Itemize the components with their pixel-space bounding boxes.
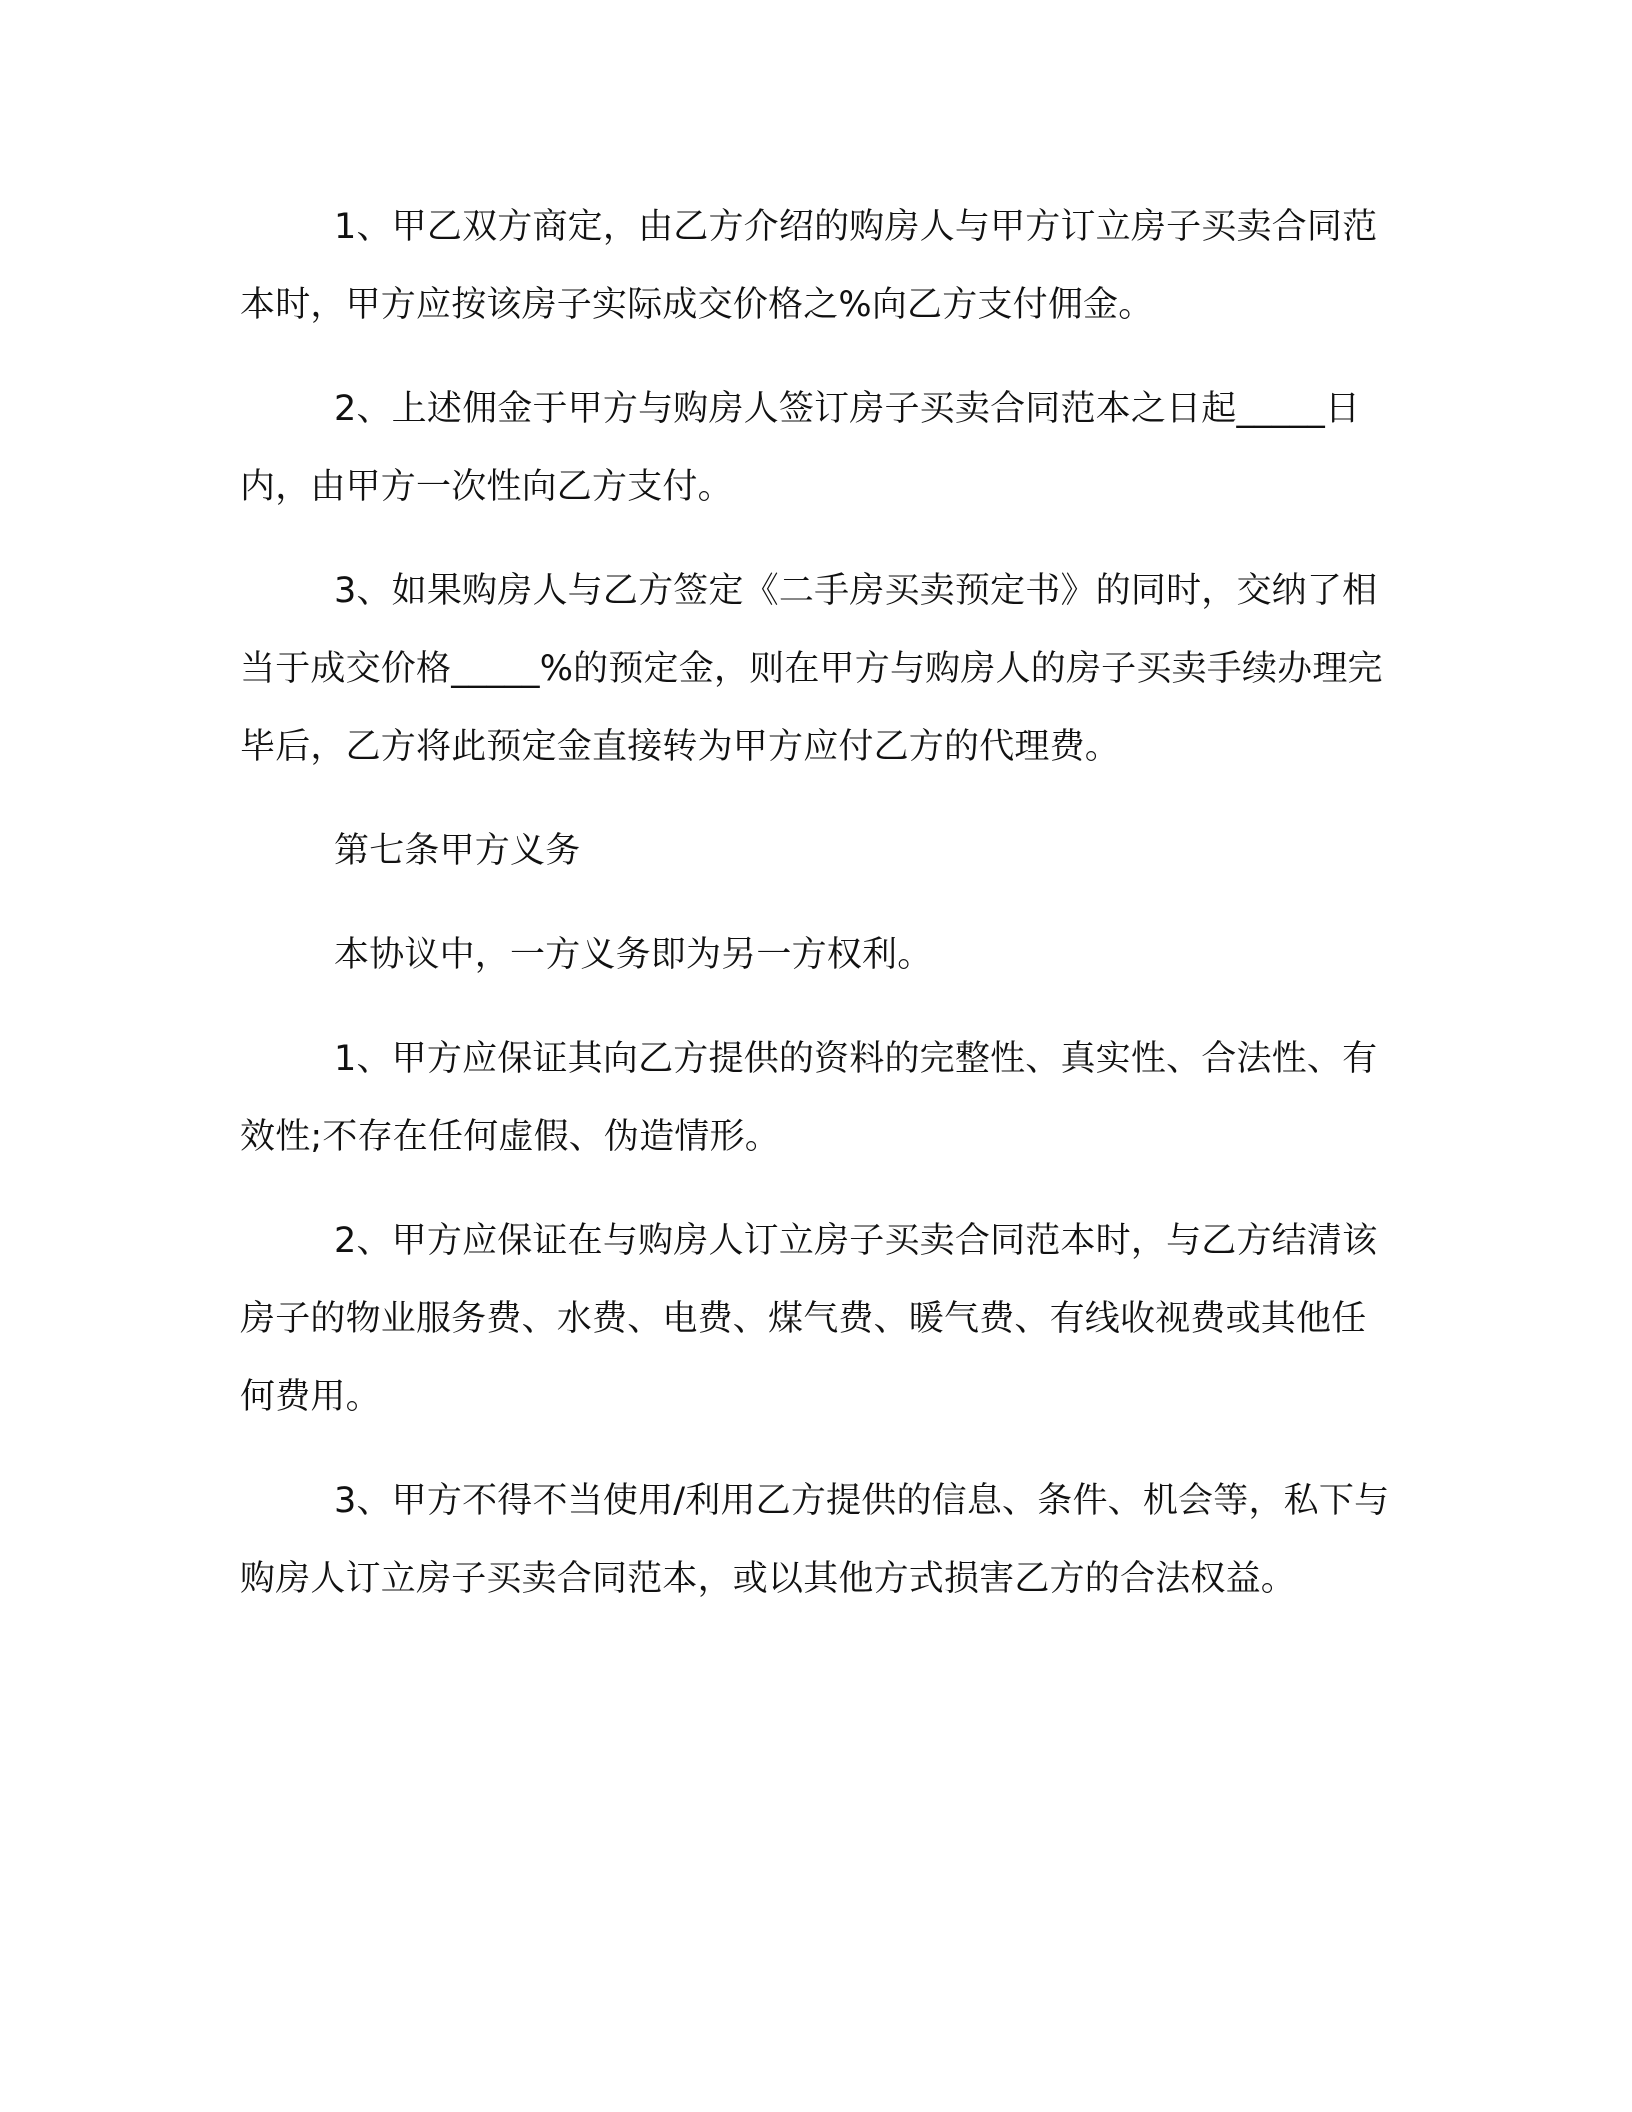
clause-1-commission: 1、甲乙双方商定，由乙方介绍的购房人与甲方订立房子买卖合同范本时，甲方应按该房子实际成交价格之%向乙方支付佣金。 [240,207,1378,325]
clause-3-deposit-conversion: 3、如果购房人与乙方签定《二手房买卖预定书》的同时，交纳了相当于成交价格_____%的预定金，则在甲方与购房人的房子买卖手续办理完毕后，乙方将此预定金直接转为甲方应付乙方的代理费。 [240,571,1383,767]
obligation-1-information: 1、甲方应保证其向乙方提供的资料的完整性、真实性、合法性、有效性;不存在任何虚假、伪造情形。 [240,1039,1378,1157]
obligation-rights-note: 本协议中，一方义务即为另一方权利。 [334,935,933,975]
article-7-heading: 第七条甲方义务 [334,831,581,871]
obligation-2-fees: 2、甲方应保证在与购房人订立房子买卖合同范本时，与乙方结清该房子的物业服务费、水费、电费、煤气费、暖气费、有线收视费或其他任何费用。 [240,1221,1378,1417]
obligation-3-no-misuse: 3、甲方不得不当使用/利用乙方提供的信息、条件、机会等，私下与购房人订立房子买卖合同范本，或以其他方式损害乙方的合法权益。 [240,1481,1390,1599]
clause-2-payment-deadline: 2、上述佣金于甲方与购房人签订房子买卖合同范本之日起_____日内，由甲方一次性向乙方支付。 [240,389,1361,507]
document-body [240,188,1392,1644]
